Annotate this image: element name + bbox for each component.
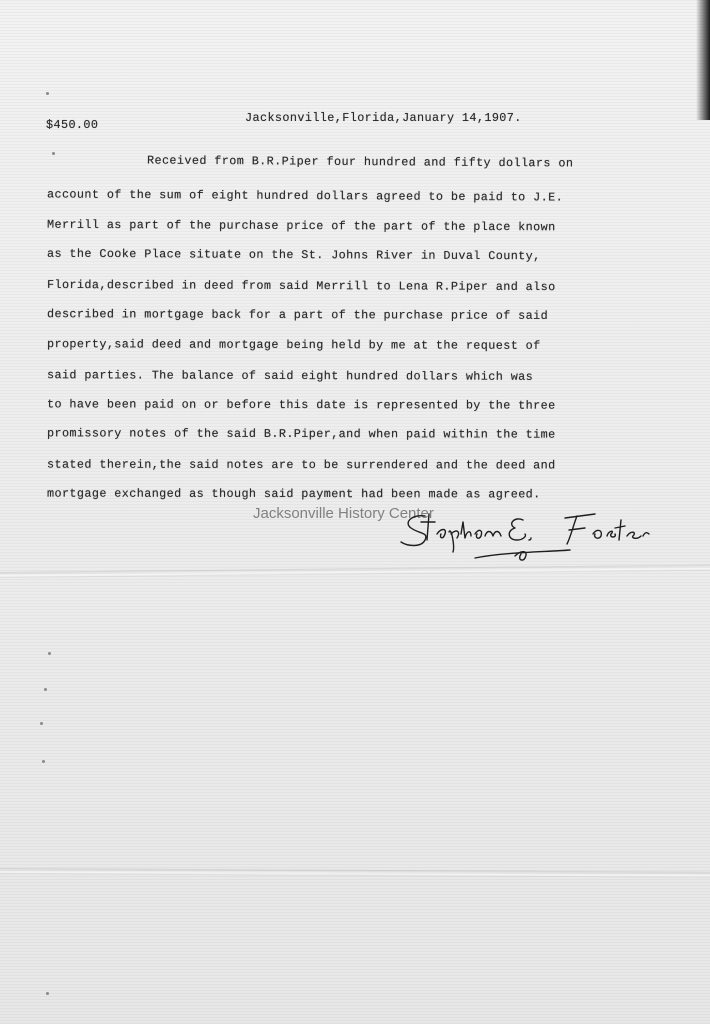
receipt-dateline: Jacksonville,Florida,January 14,1907. [245, 111, 522, 125]
body-line: property,said deed and mortgage being held by me at the request of [46, 337, 541, 353]
body-line: Merrill as part of the purchase price of the part of the place known [46, 217, 556, 235]
body-line: as the Cooke Place situate on the St. Johns River in Duval County, [46, 246, 541, 264]
body-line: stated therein,the said notes are to be surrendered and the deed and [46, 457, 556, 473]
body-line: account of the sum of eight hundred dollars agreed to be paid to J.E. [46, 187, 564, 205]
body-line: promissory notes of the said B.R.Piper,and when paid within the time [46, 426, 556, 442]
body-line: described in mortgage back for a part of the purchase price of said [46, 307, 549, 323]
body-line: Florida,described in deed from said Merrill to Lena R.Piper and also [46, 277, 556, 295]
paper-speck [42, 760, 45, 763]
archive-watermark: Jacksonville History Center [253, 505, 434, 522]
body-line: mortgage exchanged as though said payment had been made as agreed. [46, 486, 541, 502]
receipt-amount: $450.00 [46, 118, 99, 132]
body-line: Received from B.R.Piper four hundred and fifty dollars on [146, 153, 574, 171]
body-line: said parties. The balance of said eight hundred dollars which was [46, 368, 534, 384]
page-edge-shadow [696, 0, 710, 120]
paper-speck [52, 152, 55, 155]
paper-speck [44, 688, 47, 691]
body-line: to have been paid on or before this date is represented by the three [46, 397, 556, 413]
handwritten-signature [395, 496, 655, 576]
paper-speck [46, 992, 49, 995]
paper-speck [40, 722, 43, 725]
paper-speck [48, 652, 51, 655]
paper-fold-lower [0, 868, 710, 878]
paper-speck [46, 92, 49, 95]
